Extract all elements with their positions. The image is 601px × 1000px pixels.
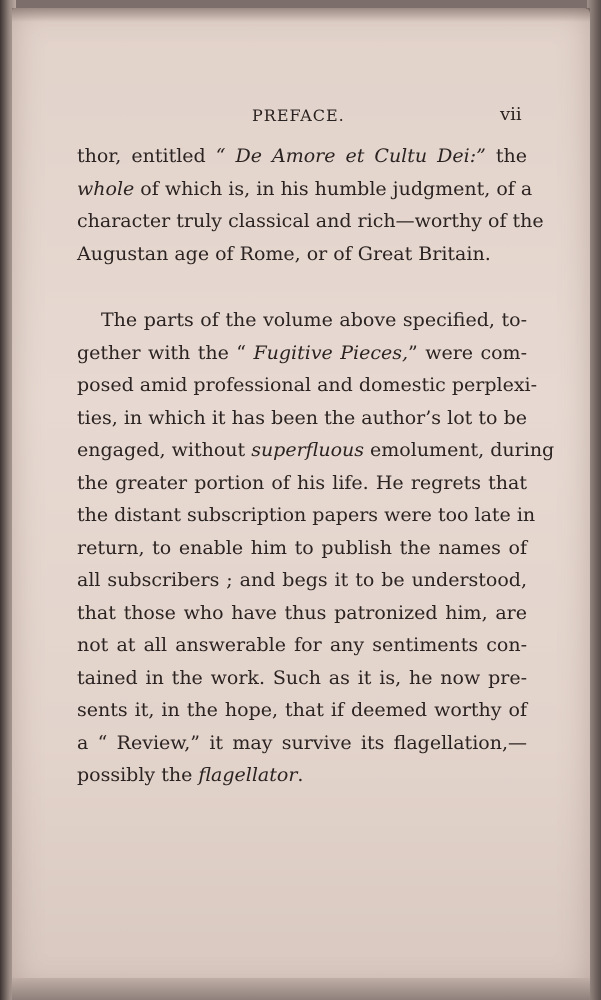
text-line: ties, in which it has been the author’s lot to be: [77, 406, 527, 429]
text-line: the distant subscription papers were too late in: [77, 504, 536, 526]
text-line: not at all answerable for any sentiments con-: [77, 634, 527, 656]
paragraph-1: [77, 140, 544, 270]
paragraph-2: [77, 304, 555, 792]
running-head: PREFACE.: [252, 106, 345, 125]
text-line: engaged, without superfluous emolument, during: [77, 439, 555, 461]
page-number: vii: [500, 104, 522, 125]
text-line: The parts of the volume above specified, to-: [101, 309, 527, 331]
text-line: a “ Review,” it may survive its flagellation,—: [77, 731, 527, 754]
text-line: all subscribers ; and begs it to be understood,: [77, 569, 527, 591]
text-line: the greater portion of his life. He regrets that: [77, 471, 527, 494]
text-line: Augustan age of Rome, or of Great Britain.: [77, 242, 491, 265]
text-line: thor, entitled “ De Amore et Cultu Dei:” the: [77, 145, 527, 167]
text-line: possibly the flagellator.: [77, 764, 304, 786]
text-line: whole of which is, in his humble judgment, of a: [77, 177, 533, 200]
text-line: that those who have thus patronized him, are: [77, 601, 527, 624]
text-line: return, to enable him to publish the names of: [77, 536, 527, 559]
page-bottom-edge: [12, 978, 590, 1000]
text-line: posed amid professional and domestic perplexi-: [77, 374, 538, 396]
page-top-shadow: [12, 8, 590, 22]
text-line: tained in the work. Such as it is, he now pre-: [77, 666, 527, 689]
text-line: gether with the “ Fugitive Pieces,” were com-: [77, 341, 527, 364]
text-line: character truly classical and rich—worthy of the: [77, 210, 544, 232]
text-line: sents it, in the hope, that if deemed worthy of: [77, 699, 527, 721]
